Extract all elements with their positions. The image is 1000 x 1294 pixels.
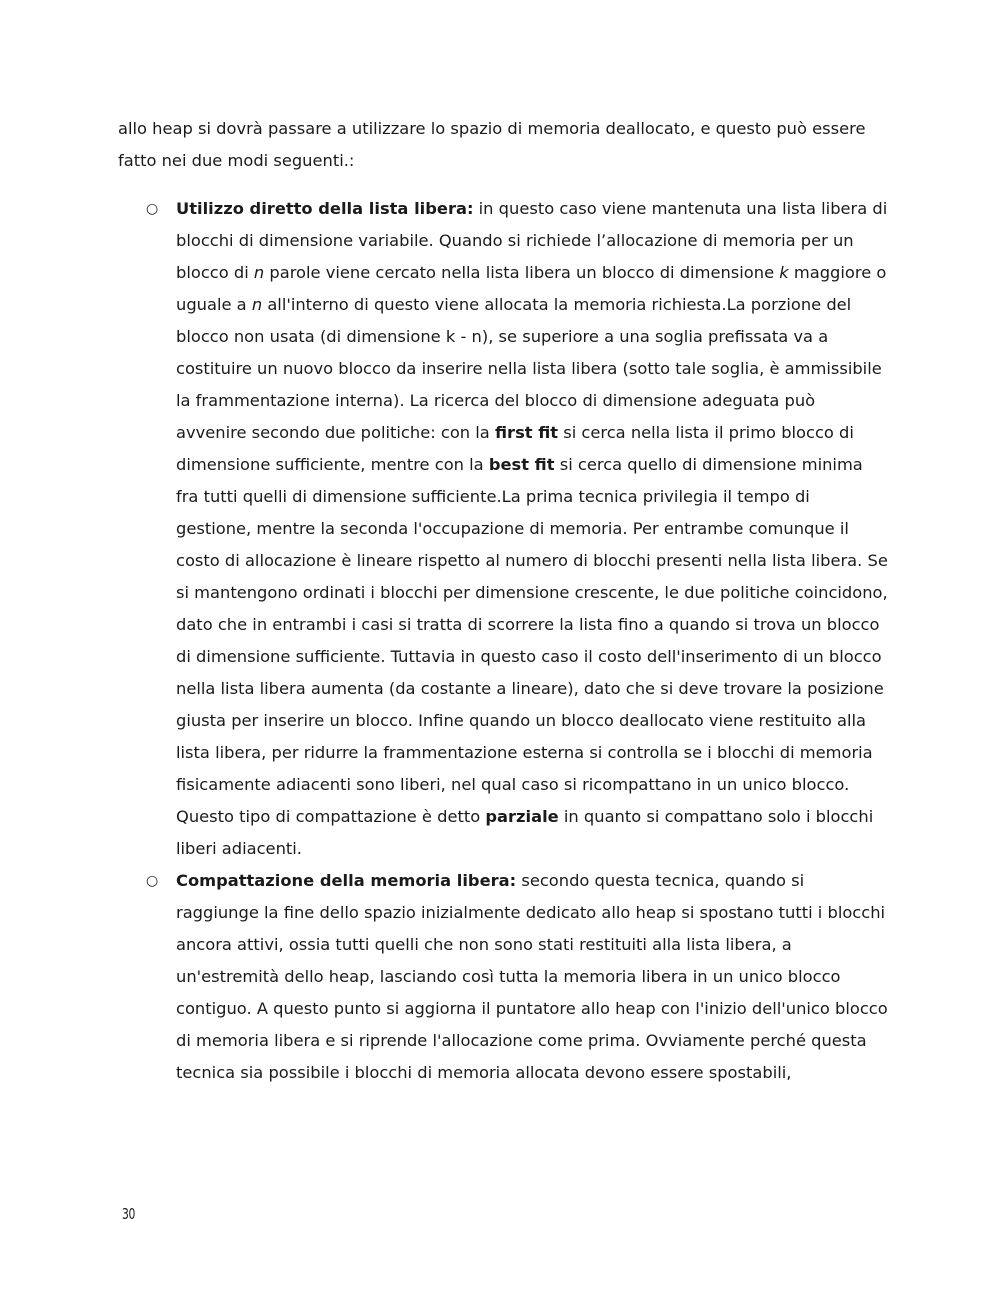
italic-variable: n xyxy=(253,263,265,282)
bold-term: first fit xyxy=(494,423,559,442)
list-item xyxy=(118,193,888,865)
technique-list xyxy=(118,193,888,1089)
italic-variable: n xyxy=(251,295,263,314)
list-item-text xyxy=(176,871,888,1082)
page-number: 30 xyxy=(122,1205,135,1223)
bold-term: parziale xyxy=(485,807,559,826)
text-run: maggiore o uguale a xyxy=(176,263,887,314)
text-run: si cerca quello di dimensione minima fra tutti quelli di dimensione sufficiente.La prima tecnica privilegia il tempo di gestione, mentre la seconda l'occupazione di memoria. Per entrambe comunque il costo di allocazione è lineare rispetto al numero di blocchi presenti nella lista libera. Se si mantengono ordinati i blocchi per dimensione crescente, le due politiche coincidono, dato che in entrambi i casi si tratta di scorrere la lista fino a quando si trova un blocco di dimensione sufficiente. Tuttavia in questo caso il costo dell'inserimento di un blocco nella lista libera aumenta (da costante a lineare), dato che si deve trovare la posizione giusta per inserire un blocco. Infine quando un blocco deallocato viene restituito alla lista libera, per ridurre la frammentazione esterna si controlla se i blocchi di memoria fisicamente adiacenti sono liberi, nel qual caso si ricompattano in un unico blocco. Questo tipo di compattazione è detto xyxy=(176,455,888,826)
text-run: in questo caso viene mantenuta una lista libera di blocchi di dimensione variabile. Quando si richiede l’allocazione di memoria per un blocco di xyxy=(176,199,888,282)
list-item-title: Compattazione della memoria libera: xyxy=(176,871,517,890)
text-run: si cerca nella lista il primo blocco di dimensione sufficiente, mentre con la xyxy=(176,423,854,474)
italic-variable: k xyxy=(779,263,789,282)
hollow-circle-bullet-icon: ○ xyxy=(146,873,159,889)
hollow-circle-bullet-icon: ○ xyxy=(146,201,159,217)
list-item-body xyxy=(176,871,888,1082)
text-run: all'interno di questo viene allocata la memoria richiesta.La porzione del blocco non usata (di dimensione k - n), se superiore a una soglia prefissata va a costituire un nuovo blocco da inserire nella lista libera (sotto tale soglia, è ammissibile la frammentazione interna). La ricerca del blocco di dimensione adeguata può avvenire secondo due politiche: con la xyxy=(176,295,882,442)
list-item xyxy=(118,865,888,1089)
intro-paragraph: allo heap si dovrà passare a utilizzare lo spazio di memoria deallocato, e questo può essere fatto nei due modi seguenti.: xyxy=(118,119,866,170)
text-run: secondo questa tecnica, quando si raggiunge la fine dello spazio inizialmente dedicato allo heap si spostano tutti i blocchi ancora attivi, ossia tutti quelli che non sono stati restituiti alla lista libera, a un'estremità dello heap, lasciando così tutta la memoria libera in un unico blocco contiguo. A questo punto si aggiorna il puntatore allo heap con l'inizio dell'unico blocco di memoria libera e si riprende l'allocazione come prima. Ovviamente perché questa tecnica sia possibile i blocchi di memoria allocata devono essere spostabili, xyxy=(176,871,888,1082)
text-run: parole viene cercato nella lista libera un blocco di dimensione xyxy=(264,263,780,282)
text-run: in quanto si compattano solo i blocchi liberi adiacenti. xyxy=(176,807,874,858)
list-item-text xyxy=(176,199,888,858)
list-item-body xyxy=(176,199,888,858)
list-item-title: Utilizzo diretto della lista libera: xyxy=(176,199,474,218)
bold-term: best fit xyxy=(488,455,555,474)
